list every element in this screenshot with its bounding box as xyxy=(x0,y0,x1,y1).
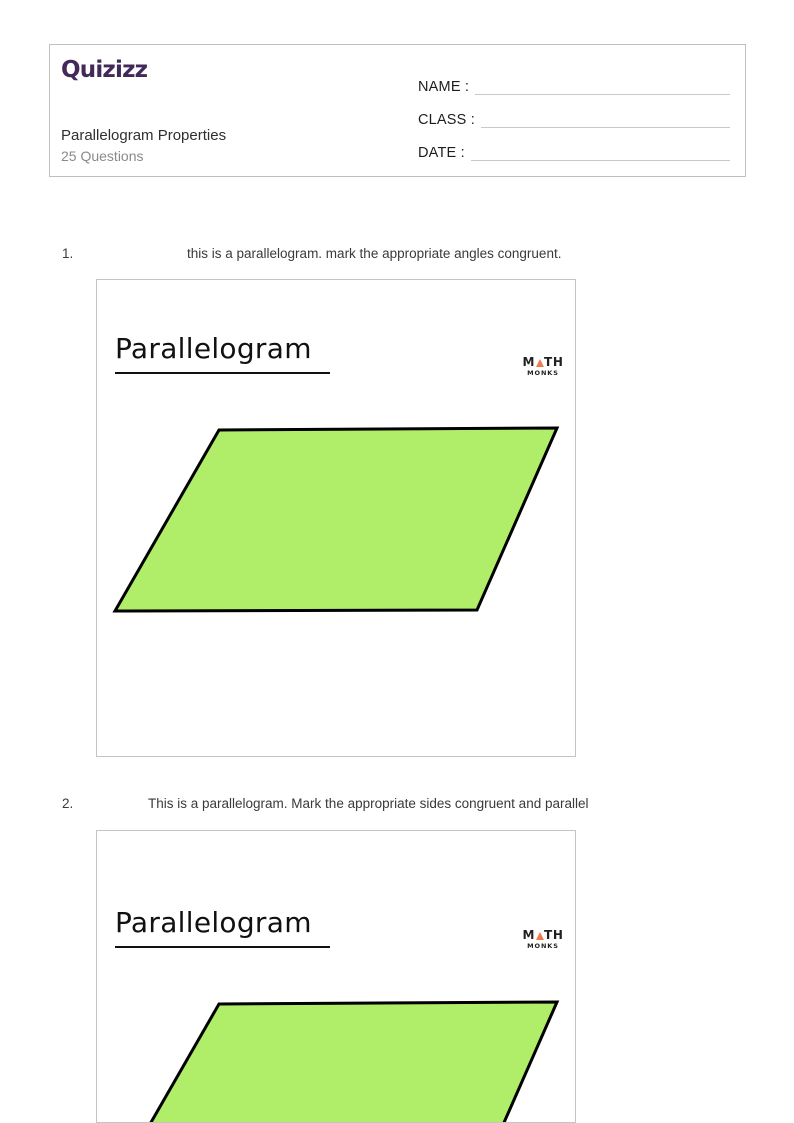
class-field-row xyxy=(418,98,730,131)
triangle-icon-2 xyxy=(536,932,544,940)
math-monks-subtext-2: MONKS xyxy=(527,942,559,950)
figure-title-underline-1 xyxy=(115,372,330,374)
date-field-label: DATE : xyxy=(418,145,465,161)
parallelogram-figure-2 xyxy=(97,831,575,1122)
math-monks-logo-2 xyxy=(519,929,567,950)
math-monks-wordmark-1 xyxy=(519,356,567,368)
question-2-number: 2. xyxy=(62,796,74,811)
quizizz-logo: Quizizz xyxy=(61,57,148,83)
triangle-icon-1 xyxy=(536,359,544,367)
math-monks-subtext-1: MONKS xyxy=(527,369,559,377)
name-field-row xyxy=(418,65,730,98)
figure-title-underline-2 xyxy=(115,946,330,948)
question-1-image-card xyxy=(96,279,576,757)
parallelogram-shape-1 xyxy=(107,420,567,620)
date-field-row xyxy=(418,131,730,164)
math-monks-th-letters-1: TH xyxy=(544,355,564,369)
class-field-label: CLASS : xyxy=(418,112,476,128)
worksheet-question-count: 25 Questions xyxy=(61,148,144,164)
name-field-input[interactable] xyxy=(475,93,730,95)
math-monks-logo-1 xyxy=(519,356,567,377)
math-monks-m-letter-1: M xyxy=(522,355,536,369)
question-1-number: 1. xyxy=(62,246,74,261)
math-monks-th-letters-2: TH xyxy=(544,928,564,942)
figure-title-1: Parallelogram xyxy=(115,332,312,365)
worksheet-title: Parallelogram Properties xyxy=(61,127,227,144)
math-monks-m-letter-2: M xyxy=(522,928,536,942)
figure-title-2: Parallelogram xyxy=(115,906,312,939)
question-1-text: this is a parallelogram. mark the appropriate angles congruent. xyxy=(187,246,562,261)
parallelogram-figure-1 xyxy=(97,280,575,756)
header-brand-area xyxy=(61,55,391,85)
worksheet-header xyxy=(49,44,746,177)
name-field-label: NAME : xyxy=(418,79,470,95)
class-field-input[interactable] xyxy=(481,126,730,128)
question-2-image-card xyxy=(96,830,576,1123)
math-monks-wordmark-2 xyxy=(519,929,567,941)
student-info-fields xyxy=(418,65,730,164)
question-2-text: This is a parallelogram. Mark the appropriate sides congruent and parallel xyxy=(148,796,589,811)
date-field-input[interactable] xyxy=(471,159,730,161)
parallelogram-shape-2 xyxy=(107,994,567,1123)
